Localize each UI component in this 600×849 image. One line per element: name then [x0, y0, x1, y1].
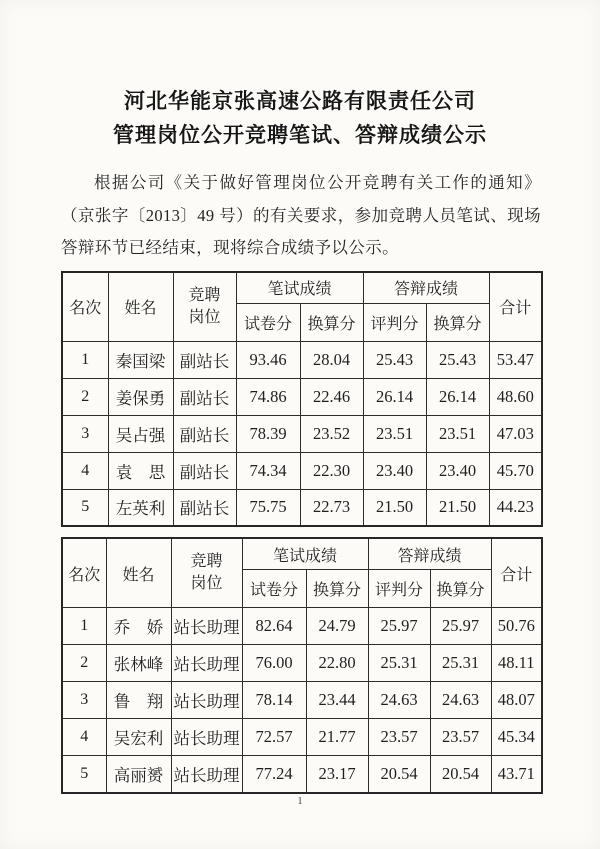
table-row [62, 682, 542, 719]
intro-paragraph: 根据公司《关于做好管理岗位公开竞聘有关工作的通知》（京张字〔2013〕49 号）的有关要求，参加竞聘人员笔试、现场答辩环节已经结束，现将综合成绩予以公示。 [61, 173, 541, 257]
table-cell: 副站长 [173, 452, 236, 489]
table-cell: 22.73 [300, 489, 363, 526]
station-chief-assistant-rows [62, 608, 542, 793]
table-row [62, 756, 542, 793]
table-cell: 48.11 [491, 645, 542, 682]
header-name: 姓名 [108, 272, 173, 342]
table-row [62, 452, 542, 489]
page-number: 1 [297, 795, 303, 807]
table-cell: 28.04 [300, 341, 363, 378]
table-cell: 乔 娇 [106, 608, 171, 645]
header-group-row [62, 272, 542, 304]
table-header [62, 272, 542, 342]
table-cell: 23.51 [363, 415, 426, 452]
table-row [62, 415, 542, 452]
header-position [173, 272, 236, 342]
table-cell: 78.39 [236, 415, 300, 452]
header-rank: 名次 [62, 272, 108, 342]
table-cell: 站长助理 [171, 719, 242, 756]
table-cell: 43.71 [491, 756, 542, 793]
table-cell: 高丽赟 [106, 756, 171, 793]
table-cell: 25.31 [368, 645, 430, 682]
table-row [62, 645, 542, 682]
table-cell: 23.57 [368, 719, 430, 756]
table-cell: 25.97 [368, 608, 430, 645]
table-cell: 20.54 [368, 756, 430, 793]
header-position-line-1: 竞聘 [188, 286, 221, 304]
table-cell: 47.03 [489, 415, 542, 452]
header-rank: 名次 [62, 538, 106, 608]
table-cell: 76.00 [242, 645, 306, 682]
header-judge-score: 评判分 [363, 303, 426, 341]
table-row [62, 608, 542, 645]
table-cell: 23.57 [430, 719, 491, 756]
header-position-line-1: 竞聘 [190, 553, 223, 570]
table-cell: 25.43 [426, 341, 489, 378]
table-cell: 左英利 [108, 489, 173, 526]
table-cell: 26.14 [363, 378, 426, 415]
header-written-score-group: 笔试成绩 [236, 272, 363, 304]
table-cell: 3 [62, 682, 106, 719]
table-cell: 站长助理 [171, 645, 242, 682]
table-cell: 53.47 [489, 341, 542, 378]
table-cell: 23.40 [426, 452, 489, 489]
table-cell: 82.64 [242, 608, 306, 645]
header-defense-converted-score: 换算分 [430, 570, 491, 608]
table-cell: 21.50 [363, 489, 426, 526]
table-cell: 站长助理 [171, 682, 242, 719]
table-cell: 姜保勇 [108, 378, 173, 415]
header-position-line-2: 岗位 [190, 575, 223, 592]
table-cell: 50.76 [491, 608, 542, 645]
table-cell: 吴占强 [108, 415, 173, 452]
table-cell: 副站长 [173, 415, 236, 452]
table-cell: 4 [62, 719, 106, 756]
header-total: 合计 [489, 272, 542, 342]
table-cell: 74.86 [236, 378, 300, 415]
table-cell: 2 [62, 378, 108, 415]
table-row [62, 489, 542, 526]
table-cell: 袁 思 [108, 452, 173, 489]
table-cell: 78.14 [242, 682, 306, 719]
table-cell: 1 [62, 608, 106, 645]
table-cell: 74.34 [236, 452, 300, 489]
table-cell: 22.80 [306, 645, 368, 682]
table-cell: 21.50 [426, 489, 489, 526]
header-total: 合计 [491, 538, 542, 608]
table-cell: 48.07 [491, 682, 542, 719]
table-cell: 21.77 [306, 719, 368, 756]
header-defense-score-group: 答辩成绩 [363, 272, 489, 304]
table-cell: 吴宏利 [106, 719, 171, 756]
table-cell: 副站长 [173, 341, 236, 378]
table-cell: 24.63 [368, 682, 430, 719]
header-defense-converted-score: 换算分 [426, 303, 489, 341]
table-cell: 23.51 [426, 415, 489, 452]
table-cell: 张林峰 [106, 645, 171, 682]
header-paper-score: 试卷分 [236, 303, 300, 341]
table-cell: 72.57 [242, 719, 306, 756]
table-cell: 23.17 [306, 756, 368, 793]
deputy-station-chief-score-table [61, 271, 543, 528]
table-cell: 站长助理 [171, 756, 242, 793]
deputy-station-chief-rows [62, 341, 542, 526]
station-chief-assistant-score-table [61, 537, 543, 794]
title-line-2: 管理岗位公开竞聘笔试、答辩成绩公示 [113, 123, 487, 147]
table-cell: 5 [62, 756, 106, 793]
table-cell: 22.30 [300, 452, 363, 489]
header-written-converted-score: 换算分 [300, 303, 363, 341]
table-row [62, 378, 542, 415]
table-cell: 48.60 [489, 378, 542, 415]
table-cell: 45.34 [491, 719, 542, 756]
table-cell: 93.46 [236, 341, 300, 378]
table-cell: 24.63 [430, 682, 491, 719]
table-header [62, 538, 542, 608]
header-written-converted-score: 换算分 [306, 570, 368, 608]
table-cell: 22.46 [300, 378, 363, 415]
table-cell: 1 [62, 341, 108, 378]
table-row [62, 719, 542, 756]
header-name: 姓名 [106, 538, 171, 608]
table-cell: 20.54 [430, 756, 491, 793]
table-cell: 3 [62, 415, 108, 452]
table-cell: 75.75 [236, 489, 300, 526]
table-cell: 鲁 翔 [106, 682, 171, 719]
table-cell: 23.52 [300, 415, 363, 452]
table-cell: 5 [62, 489, 108, 526]
table-cell: 副站长 [173, 378, 236, 415]
table-cell: 23.40 [363, 452, 426, 489]
table-cell: 25.31 [430, 645, 491, 682]
header-written-score-group: 笔试成绩 [242, 538, 368, 570]
table-cell: 77.24 [242, 756, 306, 793]
header-position-line-2: 岗位 [188, 308, 221, 326]
header-defense-score-group: 答辩成绩 [368, 538, 491, 570]
table-cell: 25.43 [363, 341, 426, 378]
table-cell: 24.79 [306, 608, 368, 645]
table-row [62, 341, 542, 378]
table-cell: 25.97 [430, 608, 491, 645]
header-group-row [62, 538, 542, 570]
table-cell: 44.23 [489, 489, 542, 526]
title-line-1: 河北华能京张高速公路有限责任公司 [124, 89, 476, 113]
table-cell: 45.70 [489, 452, 542, 489]
header-paper-score: 试卷分 [242, 570, 306, 608]
table-cell: 2 [62, 645, 106, 682]
header-position [171, 538, 242, 608]
table-cell: 4 [62, 452, 108, 489]
header-judge-score: 评判分 [368, 570, 430, 608]
table-cell: 秦国梁 [108, 341, 173, 378]
table-cell: 副站长 [173, 489, 236, 526]
document-title [0, 84, 600, 152]
table-cell: 站长助理 [171, 608, 242, 645]
table-cell: 26.14 [426, 378, 489, 415]
table-cell: 23.44 [306, 682, 368, 719]
